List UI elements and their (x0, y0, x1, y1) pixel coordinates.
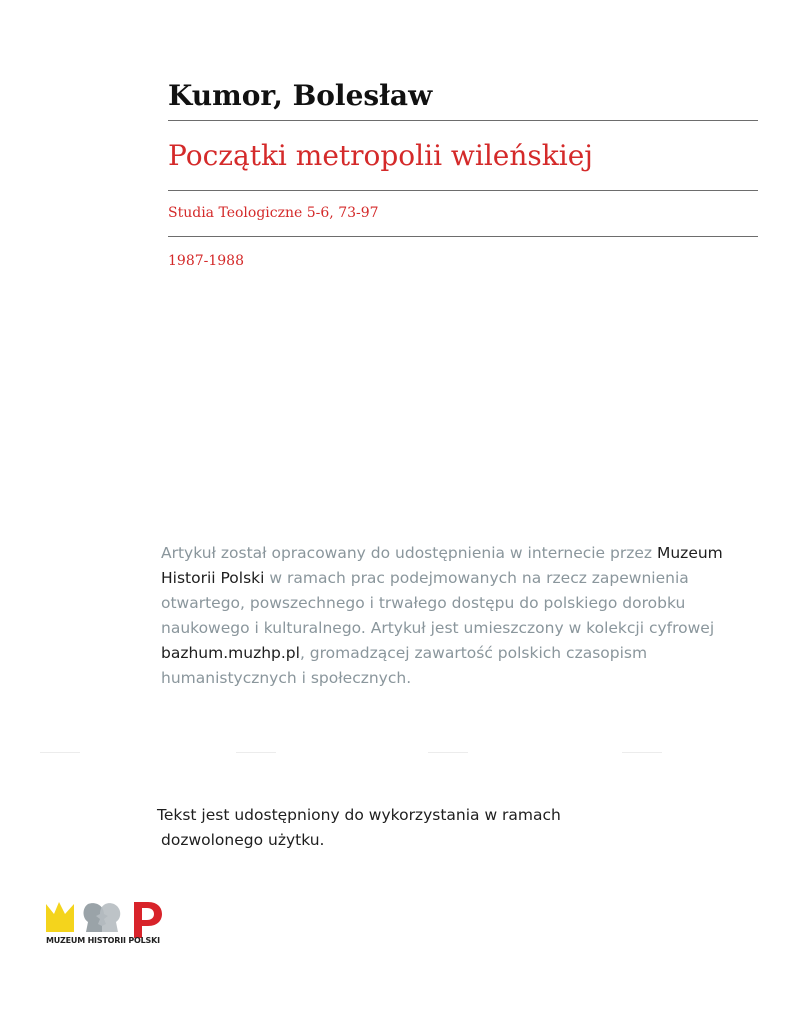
divider-source (168, 236, 758, 237)
separator-dash (40, 752, 80, 753)
separator-dash (428, 752, 468, 753)
separator-dash (622, 752, 662, 753)
faint-separator (0, 752, 808, 754)
notice-text-1: Artykuł został opracowany do udostępnienia w internecie przez (161, 544, 657, 562)
article-title: Początki metropolii wileńskiej (168, 139, 593, 172)
divider-title (168, 190, 758, 191)
publication-years: 1987-1988 (168, 253, 244, 269)
notice-text-2: w ramach prac podejmowanych na rzecz zapewnienia otwartego, powszechnego i trwałego dostępu do polskiego dorobku naukowego i kulturalnego. Artykuł jest umieszczony w kolekcji cyfrowej (161, 569, 715, 637)
logo-caption: MUZEUM HISTORII POLSKI (46, 936, 160, 945)
divider-author (168, 120, 758, 121)
usage-terms (157, 803, 717, 853)
logo-m-shape (46, 902, 74, 932)
museum-name: Muzeum Historii Polski (161, 544, 723, 587)
notice-text-3: , gromadzącej zawartość polskich czasopism humanistycznych i społecznych. (161, 644, 648, 687)
separator-dash (236, 752, 276, 753)
usage-line-2: dozwolonego użytku. (161, 831, 325, 849)
journal-source: Studia Teologiczne 5-6, 73-97 (168, 205, 379, 221)
usage-line-1: Tekst jest udostępniony do wykorzystania w ramach (157, 806, 561, 824)
digitization-notice (161, 541, 761, 691)
author-name: Kumor, Bolesław (168, 79, 433, 112)
collection-link[interactable]: bazhum.muzhp.pl (161, 644, 300, 662)
logo-p-shape (134, 902, 162, 938)
